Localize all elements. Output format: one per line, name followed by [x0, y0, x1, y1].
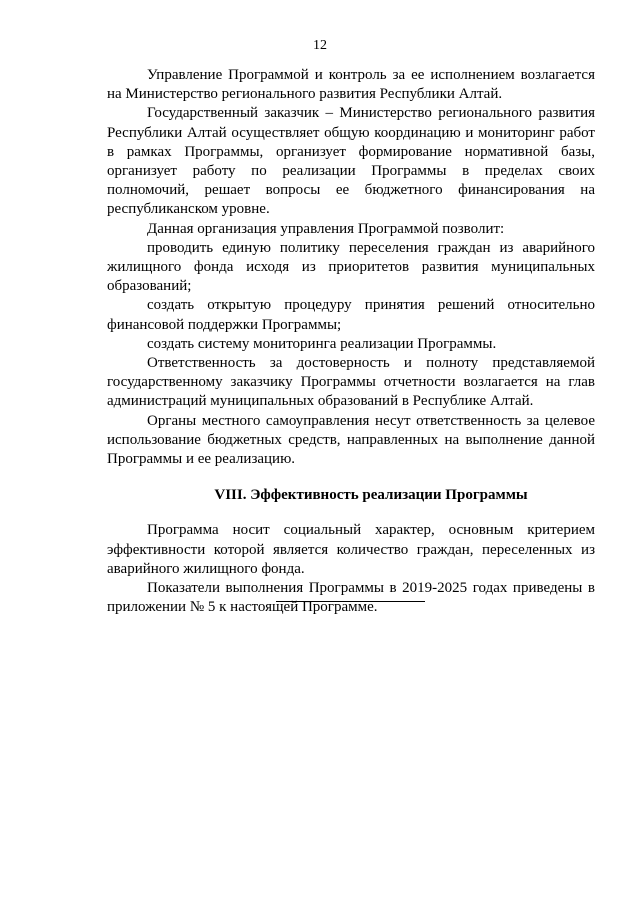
- document-body: [107, 66, 595, 617]
- paragraph-effectiveness: Программа носит социальный характер, основным критерием эффективности которой является количество граждан, переселенных из аварийного жилищного фонда.: [107, 522, 595, 577]
- end-of-text-rule: [276, 601, 425, 602]
- paragraph-indicators: Показатели выполнения Программы в 2019-2025 годах приведены в приложении № 5 к настоящей Программе.: [107, 580, 595, 616]
- paragraph-management: Управление Программой и контроль за ее исполнением возлагается на Министерство регионального развития Республики Алтай.: [107, 67, 595, 103]
- page-number: 12: [313, 38, 327, 53]
- paragraph-local-authorities: Органы местного самоуправления несут ответственность за целевое использование бюджетных средств, направленных на выполнение данной Программы и ее реализацию.: [107, 412, 595, 468]
- section-heading: VIII. Эффективность реализации Программы: [214, 487, 528, 504]
- paragraph-list-item: создать систему мониторинга реализации Программы.: [147, 335, 497, 352]
- paragraph-list-item: создать открытую процедуру принятия решений относительно финансовой поддержки Программы;: [107, 297, 595, 333]
- paragraph-list-item: проводить единую политику переселения граждан из аварийного жилищного фонда исходя из приоритетов развития муниципальных образований;: [107, 239, 595, 295]
- paragraph-state-customer: Государственный заказчик – Министерство регионального развития Республики Алтай осуществляет общую координацию и мониторинг работ в рамках Программы, организует формирование нормативной базы, организует работу по реализации Программы в пределах своих полномочий, решает вопросы ее бюджетного финансирования на республиканском уровне.: [107, 105, 595, 218]
- paragraph-organization-intro: Данная организация управления Программой позволит:: [147, 220, 505, 237]
- paragraph-responsibility: Ответственность за достоверность и полноту представляемой государственному заказчику Программы отчетности возлагается на глав администраций муниципальных образований в Республике Алтай.: [107, 355, 595, 410]
